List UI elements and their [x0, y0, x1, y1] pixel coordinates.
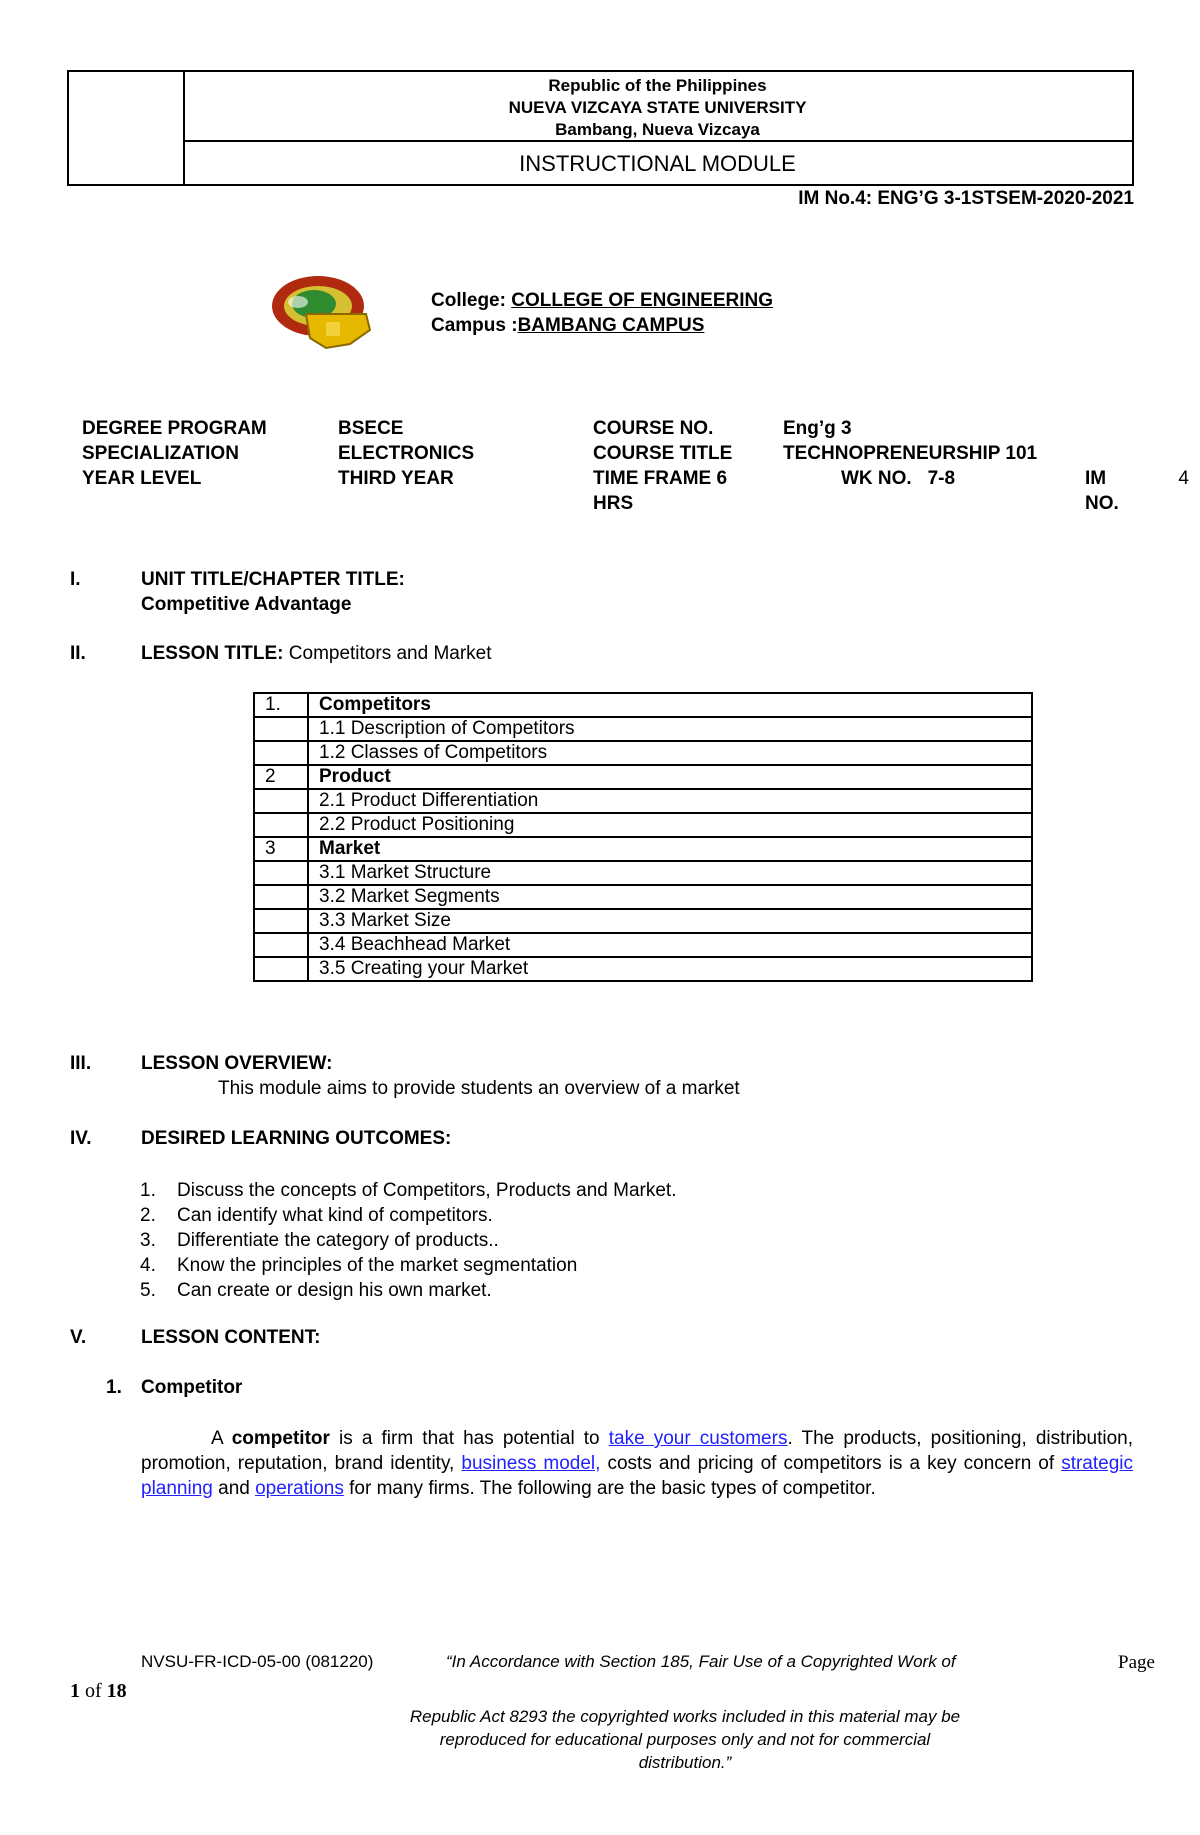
course-title-label: COURSE TITLE — [593, 443, 733, 464]
lesson-title: 3.3 Market Size — [308, 909, 1032, 933]
competitor-paragraph — [141, 1426, 1133, 1501]
paragraph-text-3: . The products, positioning, distribution, promotion, reputation, brand identity, — [141, 1428, 1133, 1474]
im-value: 4 — [1178, 468, 1189, 489]
section-3-text: This module aims to provide students an overview of a market — [218, 1078, 740, 1099]
lesson-title: 3.5 Creating your Market — [308, 957, 1032, 981]
section-1-subtitle: Competitive Advantage — [141, 594, 352, 615]
lesson-number — [254, 861, 308, 885]
year-value: THIRD YEAR — [338, 468, 454, 489]
year-label: YEAR LEVEL — [82, 468, 202, 489]
lesson-number — [254, 741, 308, 765]
outcome-text: Can identify what kind of competitors. — [177, 1205, 493, 1226]
lesson-number — [254, 933, 308, 957]
lesson-number — [254, 813, 308, 837]
university-address: Bambang, Nueva Vizcaya — [555, 120, 760, 139]
table-row — [254, 909, 1032, 933]
section-4-title: DESIRED LEARNING OUTCOMES: — [141, 1128, 452, 1149]
outcome-text: Can create or design his own market. — [177, 1280, 492, 1301]
list-item — [140, 1178, 677, 1203]
republic-line: Republic of the Philippines — [548, 76, 767, 95]
program-info-table — [82, 416, 1189, 516]
time-frame-unit: HRS — [593, 493, 634, 514]
time-frame-cell — [593, 466, 783, 516]
section-1-title: UNIT TITLE/CHAPTER TITLE: — [141, 569, 405, 590]
outcome-number: 3. — [140, 1230, 156, 1251]
lesson-number: 3 — [254, 837, 308, 861]
lesson-number: 1. — [254, 693, 308, 717]
outcome-text: Discuss the concepts of Competitors, Products and Market. — [177, 1180, 677, 1201]
campus-label: Campus : — [431, 315, 518, 336]
college-campus-block — [431, 288, 773, 338]
wk-no-cell — [783, 466, 1085, 516]
lesson-title: Market — [308, 837, 1032, 861]
paragraph-text-6: for many firms. The following are the basic types of competitor. — [343, 1478, 876, 1499]
subsection-1-number: 1. — [106, 1377, 122, 1398]
table-row — [254, 765, 1032, 789]
table-row — [254, 717, 1032, 741]
outcome-text: Differentiate the category of products.. — [177, 1230, 499, 1251]
table-row — [254, 741, 1032, 765]
table-row — [254, 693, 1032, 717]
college-value: COLLEGE OF ENGINEERING — [511, 290, 774, 311]
list-item — [140, 1278, 677, 1303]
outcome-number: 5. — [140, 1280, 156, 1301]
lesson-title: 3.1 Market Structure — [308, 861, 1032, 885]
time-frame-label: TIME FRAME 6 — [593, 468, 728, 489]
spec-label: SPECIALIZATION — [82, 443, 239, 464]
lesson-title: Competitors — [308, 693, 1032, 717]
lesson-title: 1.1 Description of Competitors — [308, 717, 1032, 741]
page-number — [70, 1680, 127, 1703]
table-row — [254, 933, 1032, 957]
current-page: 1 — [70, 1680, 80, 1702]
competitor-term: competitor — [231, 1428, 330, 1449]
subsection-1-title: Competitor — [141, 1377, 243, 1398]
section-2-title: LESSON TITLE: — [141, 643, 284, 664]
outcome-number: 1. — [140, 1180, 156, 1201]
lesson-number — [254, 909, 308, 933]
list-item — [140, 1253, 677, 1278]
list-item — [140, 1228, 677, 1253]
degree-label: DEGREE PROGRAM — [82, 418, 267, 439]
learning-outcomes-list — [140, 1178, 677, 1303]
lesson-outline-table — [253, 692, 1033, 982]
operations-link[interactable]: operations — [255, 1478, 344, 1499]
table-row — [254, 957, 1032, 981]
table-row — [254, 861, 1032, 885]
lesson-number — [254, 885, 308, 909]
spec-value: ELECTRONICS — [338, 443, 475, 464]
im-label: IM — [1085, 468, 1107, 489]
course-no-label: COURSE NO. — [593, 418, 714, 439]
take-your-customers-link[interactable]: take your customers — [608, 1428, 788, 1449]
course-title-value: TECHNOPRENEURSHIP 101 — [783, 443, 1038, 464]
lesson-number — [254, 717, 308, 741]
lesson-title: 2.1 Product Differentiation — [308, 789, 1032, 813]
page-label: Page — [1118, 1652, 1155, 1673]
list-item — [140, 1203, 677, 1228]
fair-use-quote: “In Accordance with Section 185, Fair Use of a Copyrighted Work of — [446, 1652, 956, 1671]
strategic-planning-link[interactable]: strategic planning — [141, 1453, 1134, 1499]
outcome-number: 2. — [140, 1205, 156, 1226]
section-2-value: Competitors and Market — [288, 643, 492, 664]
paragraph-text-1: A — [211, 1428, 232, 1449]
im-cell — [1085, 466, 1169, 516]
table-row — [254, 813, 1032, 837]
lesson-title: 3.2 Market Segments — [308, 885, 1032, 909]
of-label: of — [80, 1680, 107, 1702]
degree-value: BSECE — [338, 418, 404, 439]
table-row — [254, 837, 1032, 861]
section-2-line — [141, 643, 492, 665]
outcome-number: 4. — [140, 1255, 156, 1276]
wk-no-label: WK NO. — [841, 468, 912, 489]
course-no-value: Eng’g 3 — [783, 418, 852, 439]
module-title: INSTRUCTIONAL MODULE — [519, 151, 796, 176]
section-5-title: LESSON CONTENT: — [141, 1327, 321, 1348]
wk-no-value: 7-8 — [927, 468, 956, 489]
form-code: NVSU-FR-ICD-05-00 (081220) — [141, 1652, 374, 1671]
header-box — [67, 70, 1134, 186]
section-4-number: IV. — [70, 1128, 92, 1149]
lesson-number: 2 — [254, 765, 308, 789]
header-logo-cell — [69, 72, 185, 184]
outcome-text: Know the principles of the market segmentation — [177, 1255, 578, 1276]
im-label-2: NO. — [1085, 493, 1119, 514]
im-number: IM No.4: ENG’G 3-1STSEM-2020-2021 — [798, 188, 1134, 209]
paragraph-text-5: and — [212, 1478, 256, 1499]
campus-value: BAMBANG CAMPUS — [517, 315, 705, 336]
section-3-title: LESSON OVERVIEW: — [141, 1053, 333, 1074]
section-1-number: I. — [70, 569, 81, 590]
total-pages: 18 — [106, 1680, 127, 1702]
lesson-title: 3.4 Beachhead Market — [308, 933, 1032, 957]
lesson-title: 2.2 Product Positioning — [308, 813, 1032, 837]
paragraph-text-2: is a firm that has potential to — [329, 1428, 609, 1449]
university-name: NUEVA VIZCAYA STATE UNIVERSITY — [508, 98, 807, 117]
paragraph-text-4: costs and pricing of competitors is a key concern of — [600, 1453, 1062, 1474]
lesson-title: Product — [308, 765, 1032, 789]
lesson-title: 1.2 Classes of Competitors — [308, 741, 1032, 765]
section-5-number: V. — [70, 1327, 87, 1348]
university-logo-icon — [266, 270, 376, 356]
copyright-note: Republic Act 8293 the copyrighted works included in this material may be reproduced for educational purposes only and not for commercial distribution.” — [409, 1707, 961, 1772]
business-model-link[interactable]: business model, — [461, 1453, 601, 1474]
table-row — [254, 885, 1032, 909]
table-row — [254, 789, 1032, 813]
college-label: College: — [431, 290, 512, 311]
university-heading — [183, 72, 1132, 142]
lesson-number — [254, 957, 308, 981]
lesson-number — [254, 789, 308, 813]
section-2-number: II. — [70, 643, 86, 664]
section-3-number: III. — [70, 1053, 92, 1074]
